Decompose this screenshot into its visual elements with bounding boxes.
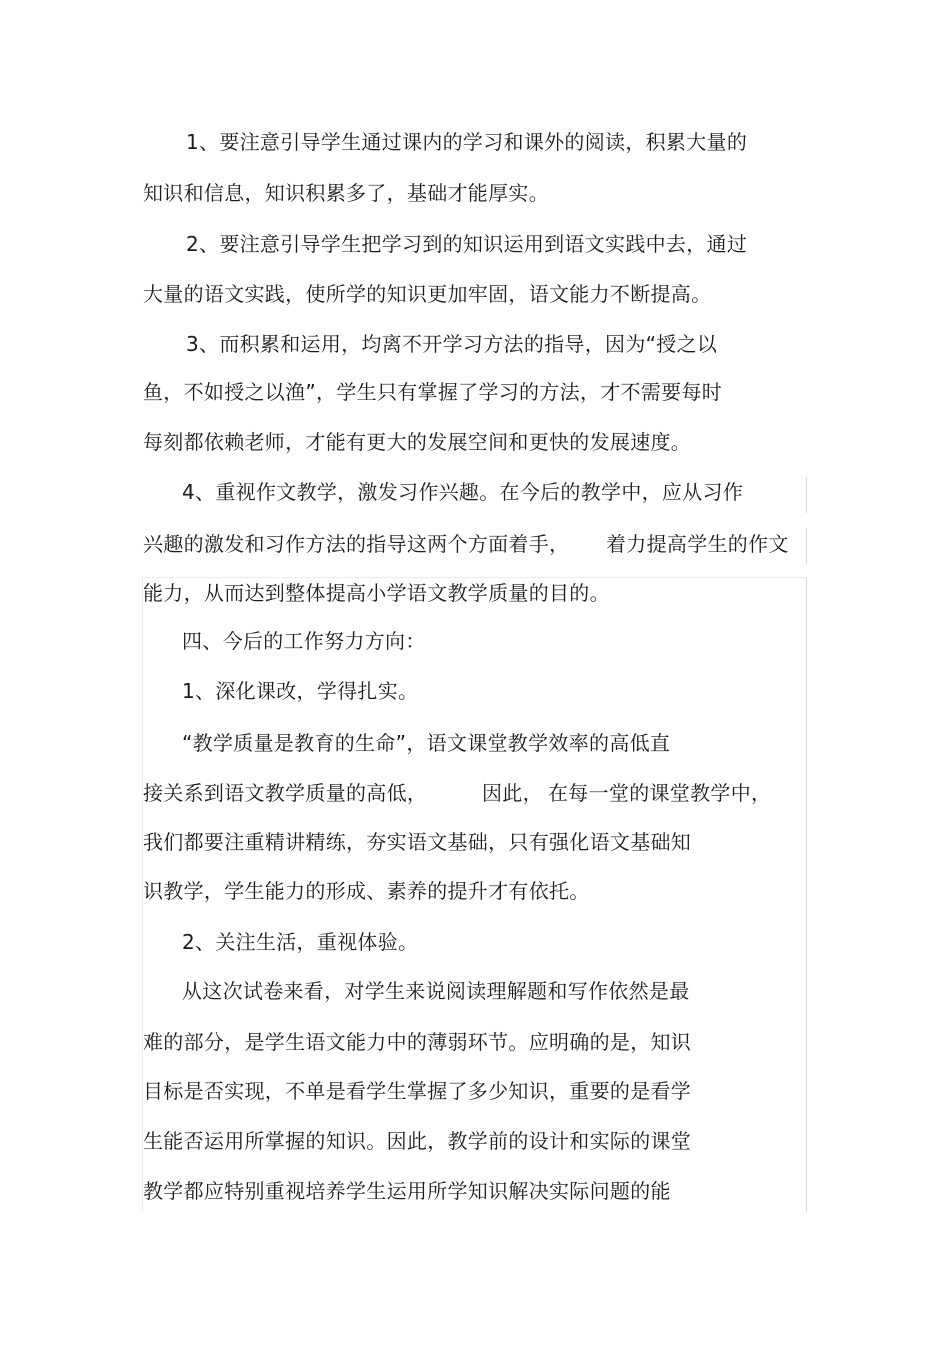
text-line: 知识和信息，知识积累多了，基础才能厚实。 (143, 181, 549, 205)
text-line: 鱼，不如授之以渔”，学生只有掌握了学习的方法，才不需要每时 (143, 380, 723, 404)
text-line: 1、要注意引导学生通过课内的学习和课外的阅读，积累大量的 (186, 130, 748, 154)
text-line: 在每一堂的课堂教学中， (548, 781, 772, 805)
text-line: 生能否运用所掌握的知识。因此，教学前的设计和实际的课堂 (143, 1129, 692, 1153)
text-line: 难的部分，是学生语文能力中的薄弱环节。应明确的是，知识 (143, 1030, 692, 1054)
text-line: 4、重视作文教学，激发习作兴趣。在今后的教学中，应从习作 (182, 480, 744, 504)
frame-top-rule (142, 577, 807, 578)
text-line: 我们都要注重精讲精练，夯实语文基础，只有强化语文基础知 (143, 830, 692, 854)
frame-right-top (806, 477, 807, 513)
text-line: 大量的语文实践，使所学的知识更加牢固，语文能力不断提高。 (143, 282, 712, 306)
text-line: 教学都应特别重视培养学生运用所学知识解决实际问题的能 (143, 1179, 671, 1203)
subsection-heading: 1、深化课改，学得扎实。 (182, 679, 419, 703)
subsection-heading: 2、关注生活，重视体验。 (182, 930, 419, 954)
text-line: 能力，从而达到整体提高小学语文教学质量的目的。 (143, 581, 610, 605)
section-heading: 四、今后的工作努力方向： (182, 629, 426, 653)
text-line: 目标是否实现，不单是看学生掌握了多少知识，重要的是看学 (143, 1079, 692, 1103)
frame-right-mid (806, 528, 807, 564)
text-line: 2、要注意引导学生把学习到的知识运用到语文实践中去，通过 (186, 232, 748, 256)
text-line: 识教学，学生能力的形成、素养的提升才有依托。 (143, 879, 590, 903)
text-line: 每刻都依赖老师，才能有更大的发展空间和更快的发展速度。 (143, 430, 692, 454)
text-line: 从这次试卷来看，对学生来说阅读理解题和写作依然是最 (182, 979, 690, 1003)
text-line: 因此， (482, 781, 543, 805)
text-line: “教学质量是教育的生命”，语文课堂教学效率的高低直 (182, 731, 671, 755)
frame-right-long (806, 578, 807, 1212)
text-line: 3、而积累和运用，均离不开学习方法的指导，因为“授之以 (186, 332, 718, 356)
text-line: 着力提高学生的作文 (606, 532, 789, 556)
text-line: 兴趣的激发和习作方法的指导这两个方面着手， (143, 532, 570, 556)
text-line: 接关系到语文教学质量的高低， (143, 781, 428, 805)
